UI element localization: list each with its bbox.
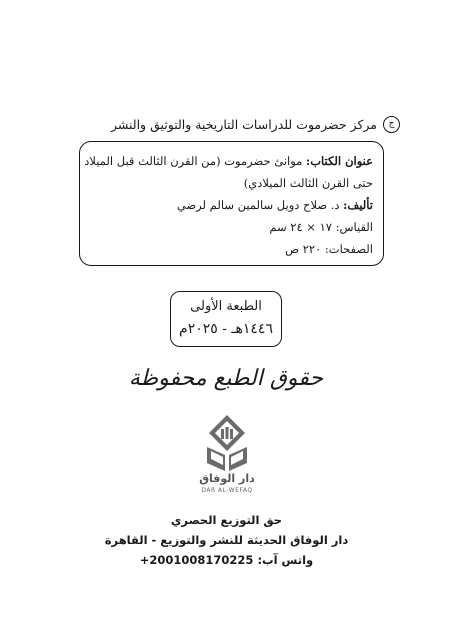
rights-reserved-calligraphy: حقوق الطبع محفوظة xyxy=(128,366,323,391)
whatsapp-line xyxy=(40,550,413,570)
pages-label: الصفحات: xyxy=(324,242,373,256)
whatsapp-label: واتس آب: xyxy=(253,553,314,567)
size-label: القياس: xyxy=(335,220,373,234)
author-row xyxy=(88,194,373,216)
size-row xyxy=(88,216,373,238)
title-value-continued: حتى القرن الثالث الميلادي) xyxy=(243,176,373,190)
copyright-symbol-icon: ح xyxy=(383,116,400,133)
copyright-line xyxy=(60,116,400,133)
title-value: موانئ حضرموت (من القرن الثالث قبل الميلاد xyxy=(84,154,306,168)
edition-box xyxy=(170,291,282,347)
edition-label: الطبعة الأولى xyxy=(190,299,262,314)
title-row xyxy=(84,150,373,172)
copyright-holder: مركز حضرموت للدراسات التاريخية والتوثيق والنشر xyxy=(110,117,377,132)
pages-row xyxy=(88,238,373,260)
book-info-box xyxy=(79,141,384,266)
author-label: تأليف: xyxy=(343,198,373,212)
publisher-name-arabic: دار الوفاق xyxy=(199,472,255,485)
edition-date: ١٤٤٦هـ - ٢٠٢٥م xyxy=(179,321,273,337)
whatsapp-number: +2001008170225 xyxy=(139,553,254,567)
distribution-rights: حق التوزيع الحصري xyxy=(170,513,283,527)
title-row-continued xyxy=(88,172,373,194)
publisher-name-english: DAR AL-WEFAQ xyxy=(201,487,253,494)
author-value: د. صلاح دويل سالمين سالم لرضي xyxy=(176,198,344,212)
distributor-name: دار الوفاق الحديثة للنشر والتوزيع - القاهرة xyxy=(104,533,349,547)
distribution-info xyxy=(40,510,413,570)
size-value: ١٧ × ٢٤ سم xyxy=(269,220,336,234)
pages-value: ٢٢٠ ص xyxy=(285,242,325,256)
title-label: عنوان الكتاب: xyxy=(305,154,373,168)
